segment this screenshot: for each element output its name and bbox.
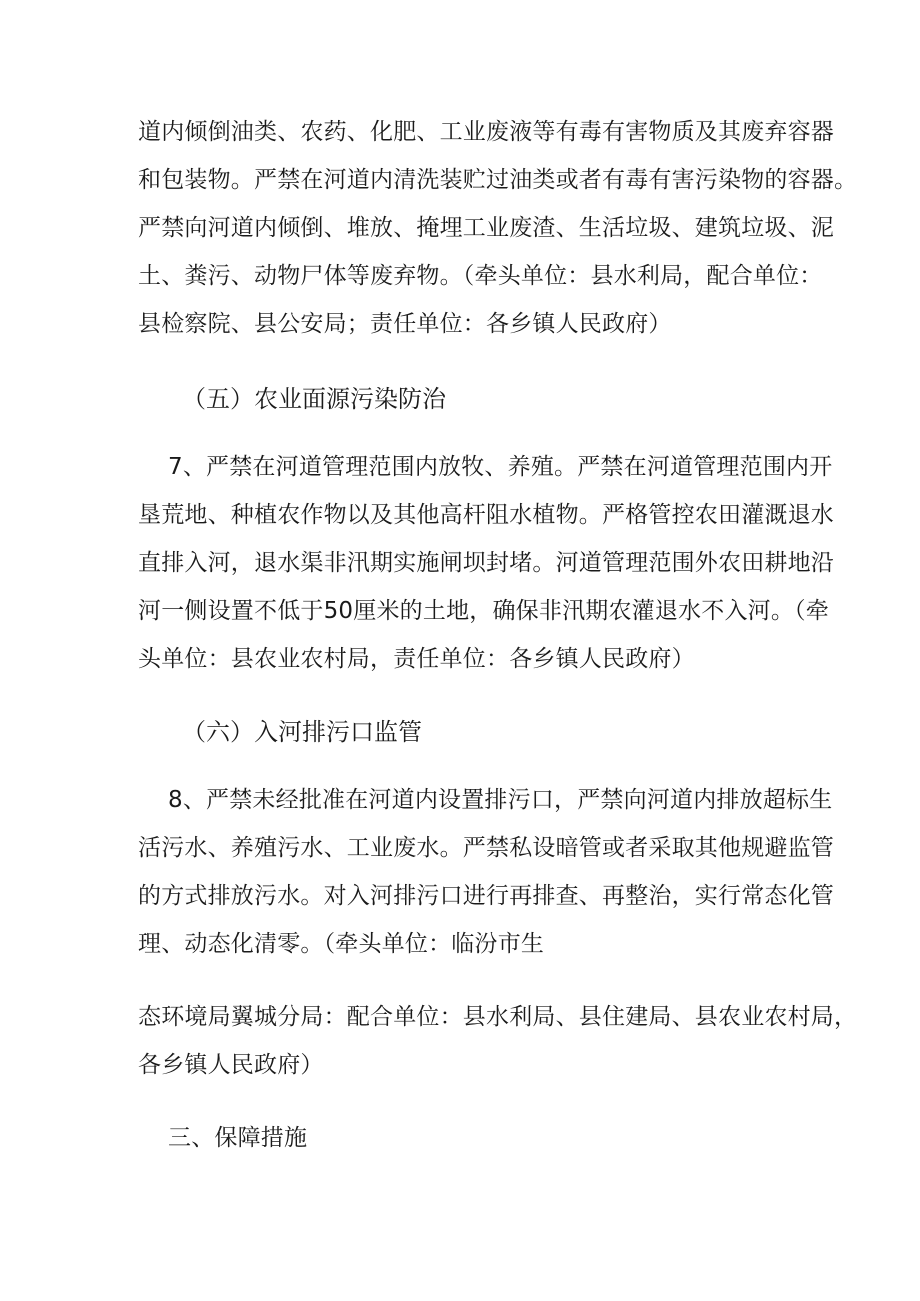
- paragraph-line: 态环境局翼城分局：配合单位：县水利局、县住建局、县农业农村局，: [138, 1004, 858, 1030]
- paragraph-line: 和包装物。严禁在河道内清洗装贮过油类或者有毒有害污染物的容器。: [138, 167, 858, 193]
- paragraph-line: 理、动态化清零。（牵头单位：临汾市生: [138, 931, 545, 957]
- paragraph-line: 各乡镇人民政府）: [138, 1052, 324, 1078]
- paragraph-line: 的方式排放污水。对入河排污口进行再排查、再整治，实行常态化管: [138, 883, 834, 909]
- paragraph-line: 土、粪污、动物尸体等废弃物。（牵头单位：县水利局，配合单位：: [138, 263, 823, 289]
- paragraph-line: 县检察院、县公安局；责任单位：各乡镇人民政府）: [138, 311, 672, 337]
- paragraph-line: 8、严禁未经批准在河道内设置排污口，严禁向河道内排放超标生: [168, 787, 833, 813]
- paragraph-line: 严禁向河道内倾倒、堆放、掩埋工业废渣、生活垃圾、建筑垃圾、泥: [138, 215, 834, 241]
- paragraph-line: 头单位：县农业农村局，责任单位：各乡镇人民政府）: [138, 646, 695, 672]
- paragraph-line: 7、严禁在河道管理范围内放牧、养殖。严禁在河道管理范围内开: [168, 454, 833, 480]
- section-heading-6: （六）入河排污口监管: [182, 718, 422, 746]
- paragraph-line: 垦荒地、种植农作物以及其他高杆阻水植物。严格管控农田灌溉退水: [138, 502, 834, 528]
- section-heading-3: 三、保障措施: [168, 1125, 308, 1151]
- paragraph-line: 活污水、养殖污水、工业废水。严禁私设暗管或者采取其他规避监管: [138, 835, 834, 861]
- paragraph-line: 直排入河，退水渠非汛期实施闸坝封堵。河道管理范围外农田耕地沿: [138, 550, 834, 576]
- section-heading-5: （五）农业面源污染防治: [182, 385, 446, 413]
- paragraph-line: 河一侧设置不低于50厘米的土地，确保非汛期农灌退水不入河。（牵: [138, 598, 829, 624]
- paragraph-line: 道内倾倒油类、农药、化肥、工业废液等有毒有害物质及其废弃容器: [138, 119, 834, 145]
